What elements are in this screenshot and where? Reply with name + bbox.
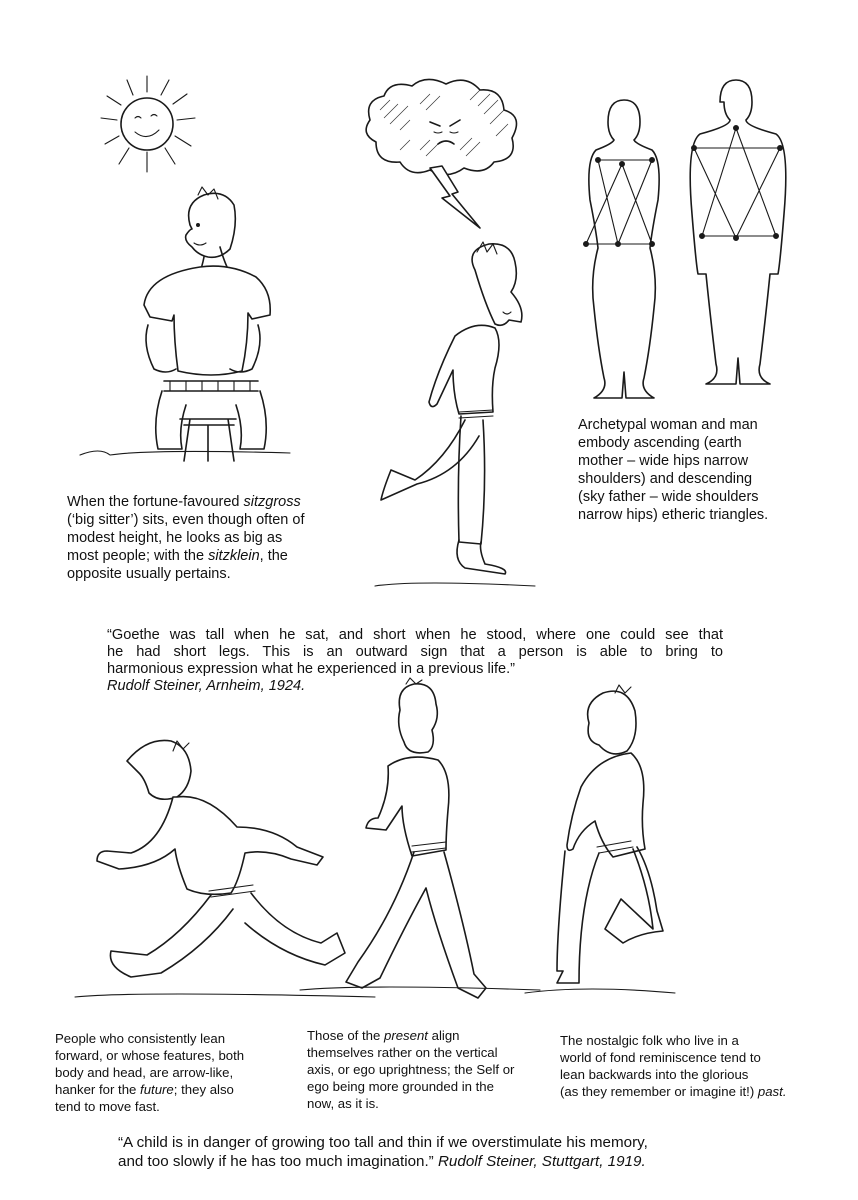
storm-cloud-icon — [360, 80, 540, 230]
leaning-back-man-illustration — [535, 683, 675, 1003]
archetypal-woman-illustration — [578, 98, 668, 403]
caption-archetypal: Archetypal woman and man embody ascending (earth mother – wide hips narrow shoulders) and descending (sky father – wide shoulders narrow hips) etheric triangles. — [578, 417, 769, 523]
leaning-forward-man-illustration — [95, 735, 360, 1010]
caption-present: Those of the present align themselves rather on the vertical axis, or ego uprightness; the Self or ego being more grounded in the now, as it is. — [307, 1028, 515, 1111]
caption-sitzgross: When the fortune-favoured sitzgross (‘big sitter’) sits, even though often of modest height, he looks as big as most people; with the sitzklein, the opposite usually pertains. — [67, 494, 305, 582]
seated-man-illustration — [100, 185, 300, 465]
sun-icon — [95, 72, 215, 187]
slouching-man-illustration — [355, 240, 545, 600]
upright-man-illustration — [340, 680, 505, 1010]
caption-future: People who consistently lean forward, or whose features, both body and head, are arrow-like, hanker for the future; they also tend to move fast. — [55, 1031, 245, 1114]
quote-child: “A child is in danger of growing too tall and thin if we overstimulate his memory, and too slowly if he has too much imagination.” Rudolf Steiner, Stuttgart, 1919. — [118, 1134, 648, 1170]
quote-goethe-attribution: Rudolf Steiner, Arnheim, 1924. — [107, 678, 306, 694]
archetypal-man-illustration — [680, 76, 790, 406]
quote-child-attribution: Rudolf Steiner, Stuttgart, 1919. — [437, 1153, 646, 1170]
caption-past: The nostalgic folk who live in a world of fond reminiscence tend to lean backwards into the glorious (as they remember or imagine it!) past. — [560, 1033, 787, 1099]
quote-goethe: “Goethe was tall when he sat, and short when he stood, where one could see that he had short legs. This is an outward sign that a person is able to bring to harmonious expression what he experienced in a previous life.” Rudolf Steiner, Arnheim, 1924. — [107, 627, 723, 694]
